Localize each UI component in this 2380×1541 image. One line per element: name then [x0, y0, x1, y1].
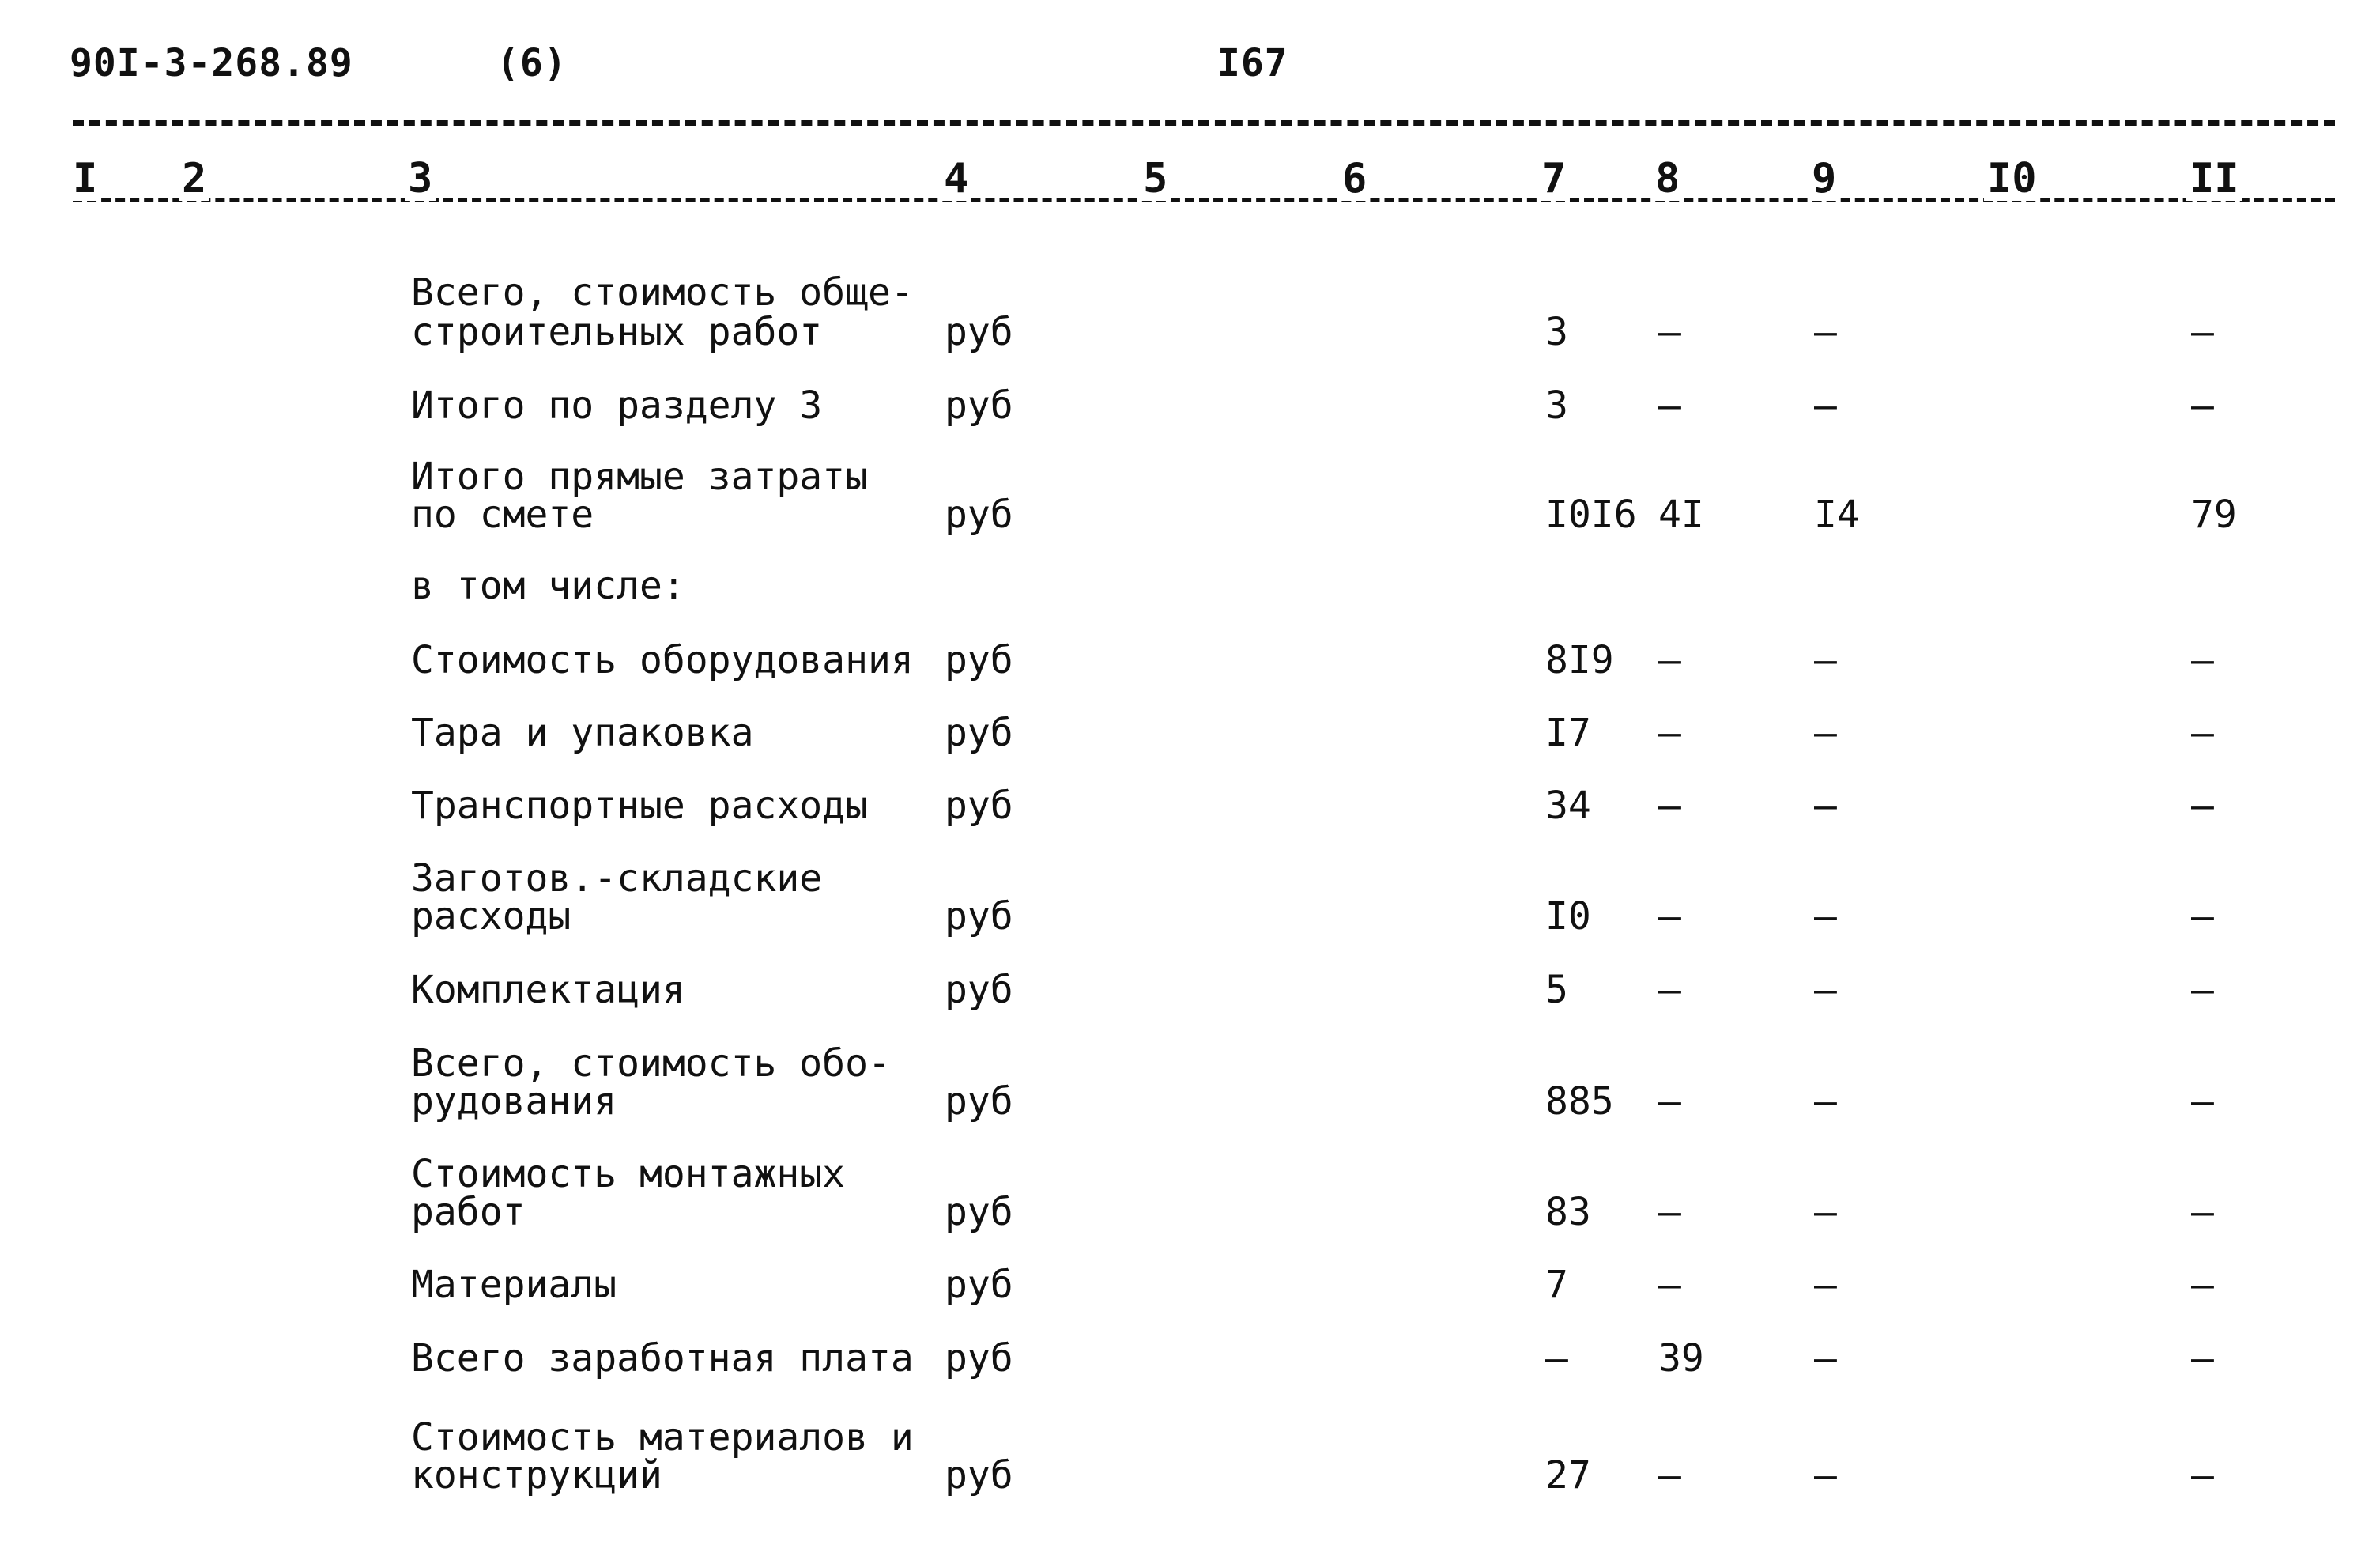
row-col9: – [1814, 968, 1837, 1012]
row-col7: 34 [1545, 784, 1591, 828]
row-col8: – [1658, 1079, 1681, 1124]
row-col7: 7 [1545, 1263, 1568, 1307]
row-col7: 3 [1545, 310, 1568, 354]
row-col8: – [1658, 711, 1681, 755]
row-unit: руб [945, 784, 1013, 828]
row-col11: – [2191, 1336, 2214, 1380]
section-number: (6) [496, 41, 568, 85]
row-unit: руб [945, 1336, 1013, 1380]
row-unit: руб [945, 310, 1013, 354]
row-col8: – [1658, 383, 1681, 428]
row-col7: – [1545, 1336, 1568, 1380]
row-unit: руб [945, 1079, 1013, 1124]
row-col7: 8I9 [1545, 638, 1614, 682]
row-col11: – [2191, 1263, 2214, 1307]
row-description: конструкций [411, 1453, 662, 1498]
row-col11: – [2191, 1079, 2214, 1124]
row-description: работ [411, 1190, 526, 1234]
column-number: I [70, 157, 100, 201]
row-col7: 27 [1545, 1453, 1591, 1498]
row-unit: руб [945, 383, 1013, 428]
column-number: 3 [405, 157, 436, 201]
row-description: Комплектация [411, 968, 685, 1012]
column-number: 2 [179, 157, 209, 201]
row-description: Стоимость материалов и [411, 1415, 914, 1460]
row-description: Всего заработная плата [411, 1336, 914, 1380]
column-number: 9 [1809, 157, 1839, 201]
row-col11: – [2191, 638, 2214, 682]
column-number-row [0, 157, 2380, 212]
column-number: 8 [1652, 157, 1683, 201]
row-col7: 885 [1545, 1079, 1614, 1124]
row-col7: I7 [1545, 711, 1591, 755]
row-col11: – [2191, 968, 2214, 1012]
row-description: Всего, стоимость обще- [411, 270, 914, 315]
row-col9: – [1814, 1336, 1837, 1380]
row-col11: – [2191, 310, 2214, 354]
row-col9: – [1814, 711, 1837, 755]
row-col7: 83 [1545, 1190, 1591, 1234]
row-col11: – [2191, 711, 2214, 755]
row-unit: руб [945, 493, 1013, 537]
row-col11: 79 [2191, 493, 2237, 537]
row-col7: 5 [1545, 968, 1568, 1012]
row-col7: 3 [1545, 383, 1568, 428]
row-col9: – [1814, 1263, 1837, 1307]
row-description: по смете [411, 493, 594, 537]
row-unit: руб [945, 1190, 1013, 1234]
row-description: Стоимость монтажных [411, 1152, 846, 1196]
column-number: 6 [1339, 157, 1370, 201]
row-col9: – [1814, 638, 1837, 682]
row-unit: руб [945, 638, 1013, 682]
row-col11: – [2191, 1190, 2214, 1234]
row-col8: – [1658, 1453, 1681, 1498]
row-description: расходы [411, 894, 571, 939]
row-col8: 39 [1658, 1336, 1704, 1380]
row-col8: 4I [1658, 493, 1704, 537]
row-col8: – [1658, 968, 1681, 1012]
column-number: 7 [1538, 157, 1569, 201]
row-col8: – [1658, 1190, 1681, 1234]
row-col7: I0 [1545, 894, 1591, 939]
row-description: Транспортные расходы [411, 784, 868, 828]
row-col9: – [1814, 784, 1837, 828]
row-col11: – [2191, 1453, 2214, 1498]
row-col9: – [1814, 1190, 1837, 1234]
row-col11: – [2191, 383, 2214, 428]
row-unit: руб [945, 711, 1013, 755]
row-col8: – [1658, 1263, 1681, 1307]
row-col9: – [1814, 894, 1837, 939]
row-col9: – [1814, 310, 1837, 354]
column-number: I0 [1984, 157, 2040, 201]
row-col8: – [1658, 894, 1681, 939]
row-description: строительных работ [411, 310, 823, 354]
row-description: рудования [411, 1079, 617, 1124]
row-col9: – [1814, 383, 1837, 428]
row-col9: I4 [1814, 493, 1860, 537]
row-description: Всего, стоимость обо- [411, 1041, 891, 1086]
row-col8: – [1658, 784, 1681, 828]
row-description: в том числе: [411, 564, 685, 608]
column-number: 5 [1140, 157, 1171, 201]
page-number: I67 [1217, 41, 1288, 85]
row-description: Стоимость оборудования [411, 638, 914, 682]
row-description: Материалы [411, 1263, 617, 1307]
row-unit: руб [945, 968, 1013, 1012]
document-code: 90I-3-268.89 [70, 41, 353, 85]
row-col8: – [1658, 310, 1681, 354]
row-col8: – [1658, 638, 1681, 682]
row-description: Заготов.-складские [411, 856, 823, 901]
row-col9: – [1814, 1453, 1837, 1498]
row-description: Итого прямые затраты [411, 455, 868, 499]
row-col7: I0I6 [1545, 493, 1637, 537]
column-number: II [2186, 157, 2242, 201]
row-col11: – [2191, 894, 2214, 939]
header-divider [73, 120, 2335, 126]
row-col9: – [1814, 1079, 1837, 1124]
row-unit: руб [945, 1453, 1013, 1498]
row-description: Итого по разделу 3 [411, 383, 823, 428]
row-description: Тара и упаковка [411, 711, 754, 755]
row-col11: – [2191, 784, 2214, 828]
row-unit: руб [945, 894, 1013, 939]
column-number: 4 [941, 157, 971, 201]
row-unit: руб [945, 1263, 1013, 1307]
